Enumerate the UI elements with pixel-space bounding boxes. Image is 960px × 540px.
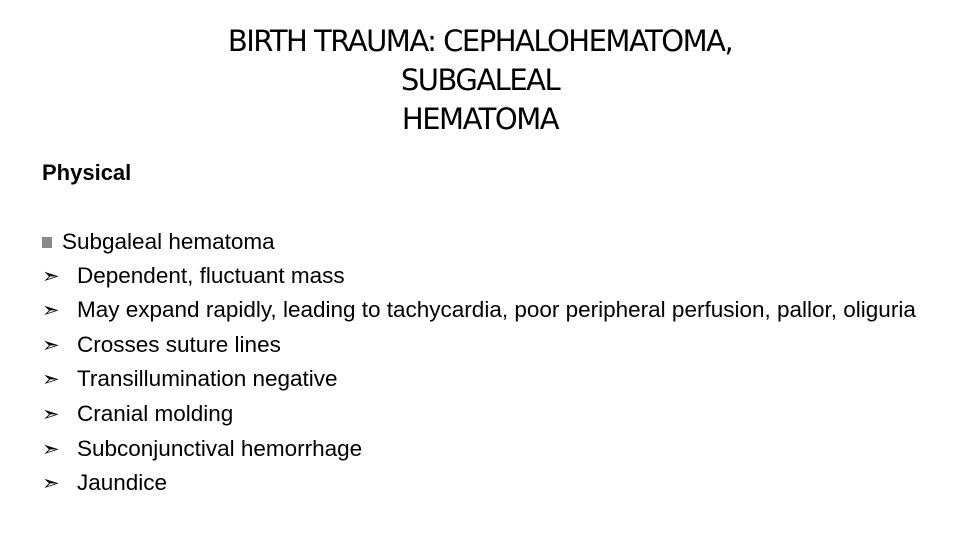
- sub-bullet-text: Dependent, fluctuant mass: [77, 262, 345, 288]
- sub-bullet-item: [42, 328, 947, 363]
- arrow-bullet-icon: ➣: [42, 367, 60, 392]
- arrow-bullet-icon: ➣: [42, 298, 60, 323]
- title-line-3: HEMATOMA: [401, 102, 559, 136]
- sub-bullet-text: Cranial molding: [77, 400, 234, 426]
- main-bullet-text: Subgaleal hematoma: [62, 229, 275, 254]
- sub-bullet-item: [42, 293, 947, 328]
- title-line-1: BIRTH TRAUMA: CEPHALOHEMATOMA,: [227, 24, 733, 58]
- arrow-bullet-icon: ➣: [42, 471, 60, 496]
- main-bullet-item: [42, 225, 947, 259]
- sub-bullet-text: Subconjunctival hemorrhage: [77, 435, 363, 461]
- slide-title: [0, 22, 960, 139]
- sub-bullet-text: Jaundice: [77, 470, 168, 496]
- bullet-list: [42, 225, 947, 501]
- sub-bullet-item: [42, 432, 947, 467]
- square-bullet-icon: [42, 237, 52, 248]
- arrow-bullet-icon: ➣: [42, 263, 60, 288]
- section-heading: Physical: [42, 160, 132, 185]
- arrow-bullet-icon: ➣: [42, 401, 60, 426]
- sub-bullet-item: [42, 362, 947, 397]
- sub-bullet-text: May expand rapidly, leading to tachycardia, poor peripheral perfusion, pallor, oliguria: [77, 297, 916, 323]
- sub-bullet-item: [42, 397, 947, 432]
- sub-bullet-text: Crosses suture lines: [77, 331, 281, 357]
- sub-bullet-item: [42, 259, 947, 294]
- title-line-2: SUBGALEAL: [400, 63, 560, 97]
- arrow-bullet-icon: ➣: [42, 436, 60, 461]
- sub-bullet-text: Transillumination negative: [77, 366, 338, 392]
- arrow-bullet-icon: ➣: [42, 332, 60, 357]
- sub-bullet-item: [42, 466, 947, 501]
